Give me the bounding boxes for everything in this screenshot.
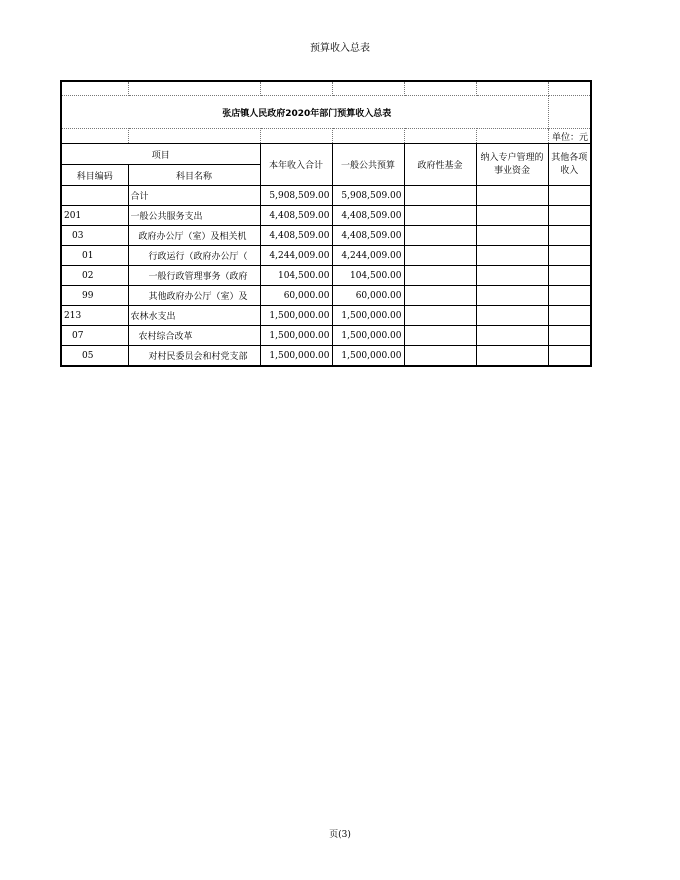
cell-gov-fund xyxy=(404,246,476,266)
cell-name: 农村综合改革 xyxy=(128,326,260,346)
cell-total-income: 4,408,509.00 xyxy=(260,226,332,246)
cell-gov-fund xyxy=(404,226,476,246)
cell-code xyxy=(61,186,128,206)
table-row xyxy=(61,186,591,206)
cell-code: 07 xyxy=(61,326,128,346)
budget-income-table xyxy=(60,80,592,367)
cell-special-mgmt xyxy=(476,266,548,286)
table-row xyxy=(61,326,591,346)
cell-other-income xyxy=(548,226,591,246)
cell-special-mgmt xyxy=(476,206,548,226)
cell-special-mgmt xyxy=(476,346,548,367)
cell-code: 213 xyxy=(61,306,128,326)
cell-general-budget: 104,500.00 xyxy=(332,266,404,286)
cell-code: 02 xyxy=(61,266,128,286)
cell-other-income xyxy=(548,306,591,326)
cell-name: 一般公共服务支出 xyxy=(128,206,260,226)
cell-special-mgmt xyxy=(476,326,548,346)
cell-other-income xyxy=(548,246,591,266)
cell-name: 一般行政管理事务（政府 xyxy=(128,266,260,286)
cell-special-mgmt xyxy=(476,306,548,326)
cell-other-income xyxy=(548,286,591,306)
cell-total-income: 1,500,000.00 xyxy=(260,326,332,346)
cell-gov-fund xyxy=(404,346,476,367)
cell-code: 05 xyxy=(61,346,128,367)
cell-total-income: 4,408,509.00 xyxy=(260,206,332,226)
cell-total-income: 60,000.00 xyxy=(260,286,332,306)
cell-general-budget: 1,500,000.00 xyxy=(332,326,404,346)
header-row-1 xyxy=(61,144,591,165)
cell-general-budget: 1,500,000.00 xyxy=(332,346,404,367)
header-name: 科目名称 xyxy=(128,165,260,186)
header-special-mgmt: 纳入专户管理的事业资金 xyxy=(476,144,548,186)
cell-gov-fund xyxy=(404,206,476,226)
cell-total-income: 5,908,509.00 xyxy=(260,186,332,206)
cell-name: 农林水支出 xyxy=(128,306,260,326)
cell-special-mgmt xyxy=(476,246,548,266)
cell-other-income xyxy=(548,326,591,346)
header-item-group: 项目 xyxy=(61,144,260,165)
cell-total-income: 1,500,000.00 xyxy=(260,306,332,326)
table-row xyxy=(61,266,591,286)
cell-code: 99 xyxy=(61,286,128,306)
table-row xyxy=(61,226,591,246)
cell-name: 行政运行（政府办公厅（ xyxy=(128,246,260,266)
grid-spacer-row xyxy=(61,81,591,96)
cell-gov-fund xyxy=(404,186,476,206)
cell-code: 201 xyxy=(61,206,128,226)
unit-row xyxy=(61,129,591,144)
cell-name: 对村民委员会和村党支部 xyxy=(128,346,260,367)
table-row xyxy=(61,246,591,266)
table-row xyxy=(61,346,591,367)
header-total-income: 本年收入合计 xyxy=(260,144,332,186)
cell-code: 01 xyxy=(61,246,128,266)
table-row xyxy=(61,306,591,326)
cell-general-budget: 4,408,509.00 xyxy=(332,206,404,226)
header-gov-fund: 政府性基金 xyxy=(404,144,476,186)
cell-name: 其他政府办公厅（室）及 xyxy=(128,286,260,306)
cell-total-income: 104,500.00 xyxy=(260,266,332,286)
cell-other-income xyxy=(548,266,591,286)
cell-other-income xyxy=(548,346,591,367)
cell-total-income: 4,244,009.00 xyxy=(260,246,332,266)
cell-gov-fund xyxy=(404,306,476,326)
cell-special-mgmt xyxy=(476,226,548,246)
cell-other-income xyxy=(548,186,591,206)
cell-name: 政府办公厅（室）及相关机 xyxy=(128,226,260,246)
table-title: 张店镇人民政府2020年部门预算收入总表 xyxy=(61,96,548,129)
cell-general-budget: 4,408,509.00 xyxy=(332,226,404,246)
header-general-budget: 一般公共预算 xyxy=(332,144,404,186)
cell-special-mgmt xyxy=(476,186,548,206)
cell-total-income: 1,500,000.00 xyxy=(260,346,332,367)
cell-general-budget: 4,244,009.00 xyxy=(332,246,404,266)
table-row xyxy=(61,286,591,306)
unit-label: 单位：元 xyxy=(548,129,591,144)
title-row xyxy=(61,96,591,129)
cell-gov-fund xyxy=(404,326,476,346)
cell-general-budget: 60,000.00 xyxy=(332,286,404,306)
cell-other-income xyxy=(548,206,591,226)
cell-gov-fund xyxy=(404,266,476,286)
cell-general-budget: 5,908,509.00 xyxy=(332,186,404,206)
cell-special-mgmt xyxy=(476,286,548,306)
cell-gov-fund xyxy=(404,286,476,306)
page-header: 预算收入总表 xyxy=(310,43,370,54)
table-row xyxy=(61,206,591,226)
cell-name: 合计 xyxy=(128,186,260,206)
header-code: 科目编码 xyxy=(61,165,128,186)
header-other-income: 其他各项收入 xyxy=(548,144,591,186)
cell-code: 03 xyxy=(61,226,128,246)
page-footer: 页(3) xyxy=(329,830,351,840)
cell-general-budget: 1,500,000.00 xyxy=(332,306,404,326)
